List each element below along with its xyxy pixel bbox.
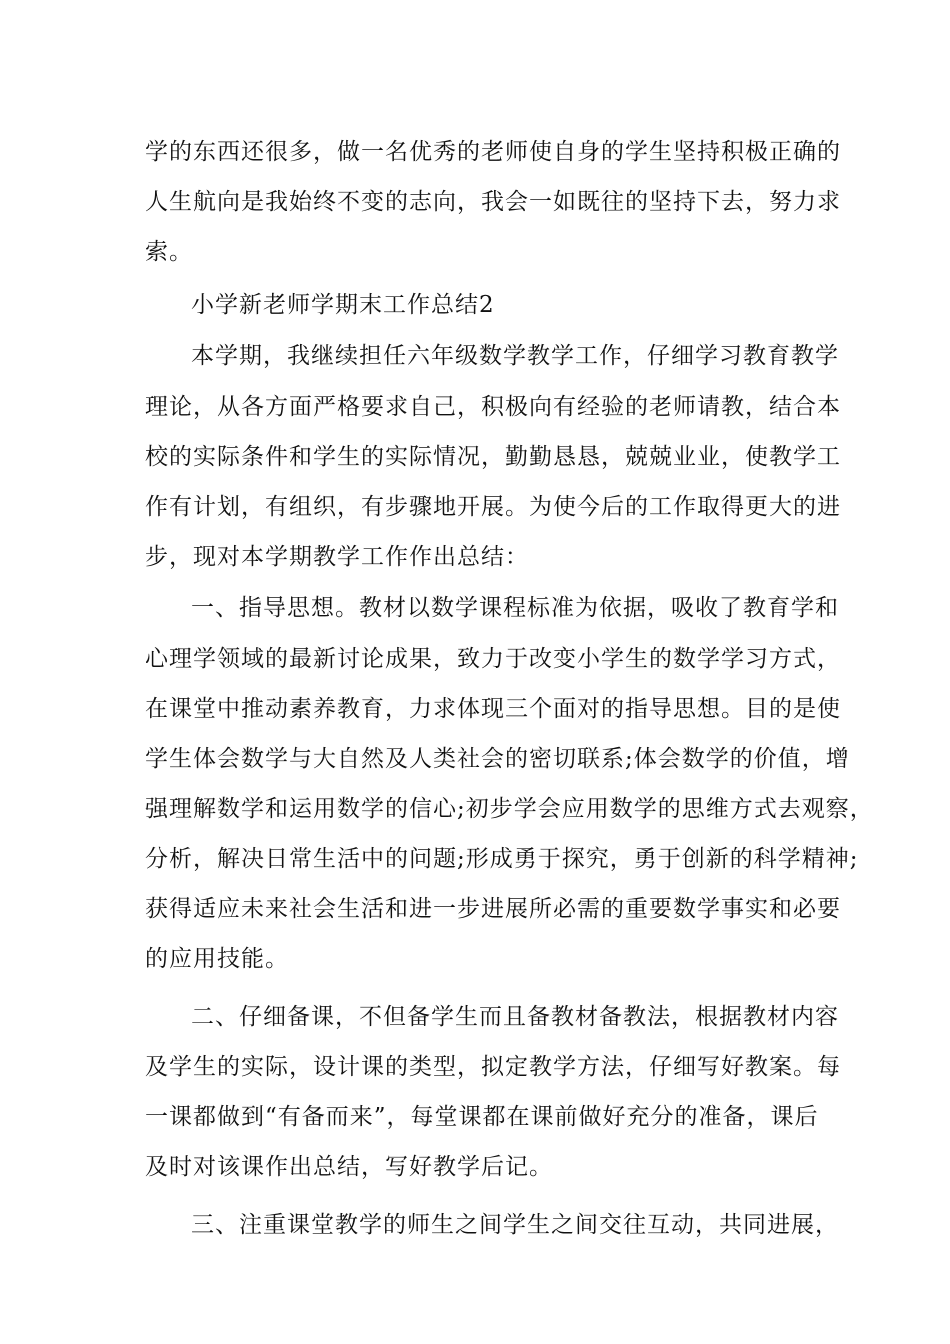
text-line: 强理解数学和运用数学的信心;初步学会应用数学的思维方式去观察，: [145, 796, 874, 822]
text-line: 步，现对本学期教学工作作出总结：: [145, 544, 529, 570]
text-line: 及学生的实际，设计课的类型，拟定教学方法，仔细写好教案。每: [145, 1054, 841, 1080]
text-line: 一课都做到“有备而来”，每堂课都在课前做好充分的准备，课后: [145, 1104, 819, 1130]
text-line: 分析，解决日常生活中的问题;形成勇于探究，勇于创新的科学精神;: [145, 846, 859, 872]
paragraph-first-line: 一、指导思想。教材以数学课程标准为依据，吸收了教育学和: [191, 595, 839, 621]
text-line: 在课堂中推动素养教育，力求体现三个面对的指导思想。目的是使: [145, 696, 841, 722]
paragraph-first-line: 三、注重课堂教学的师生之间学生之间交往互动，共同进展，: [191, 1212, 839, 1238]
text-line: 学的东西还很多，做一名优秀的老师使自身的学生坚持积极正确的: [145, 139, 841, 165]
paragraph-first-line: 二、仔细备课，不但备学生而且备教材备教法，根据教材内容: [191, 1004, 839, 1030]
text-line: 心理学领域的最新讨论成果，致力于改变小学生的数学学习方式，: [145, 646, 841, 672]
paragraph-first-line: 本学期，我继续担任六年级数学教学工作，仔细学习教育教学: [191, 343, 839, 369]
text-line: 的应用技能。: [145, 946, 289, 972]
text-line: 获得适应未来社会生活和进一步进展所必需的重要数学事实和必要: [145, 896, 841, 922]
text-line: 学生体会数学与大自然及人类社会的密切联系;体会数学的价值，增: [145, 746, 850, 772]
text-line: 理论，从各方面严格要求自己，积极向有经验的老师请教，结合本: [145, 394, 841, 420]
text-line: 索。: [145, 239, 193, 265]
section-heading: 小学新老师学期末工作总结2: [191, 292, 495, 318]
text-line: 及时对该课作出总结，写好教学后记。: [145, 1154, 553, 1180]
text-line: 校的实际条件和学生的实际情况，勤勤恳恳，兢兢业业，使教学工: [145, 444, 841, 470]
text-line: 人生航向是我始终不变的志向，我会一如既往的坚持下去，努力求: [145, 189, 841, 215]
text-line: 作有计划，有组织，有步骤地开展。为使今后的工作取得更大的进: [145, 494, 841, 520]
